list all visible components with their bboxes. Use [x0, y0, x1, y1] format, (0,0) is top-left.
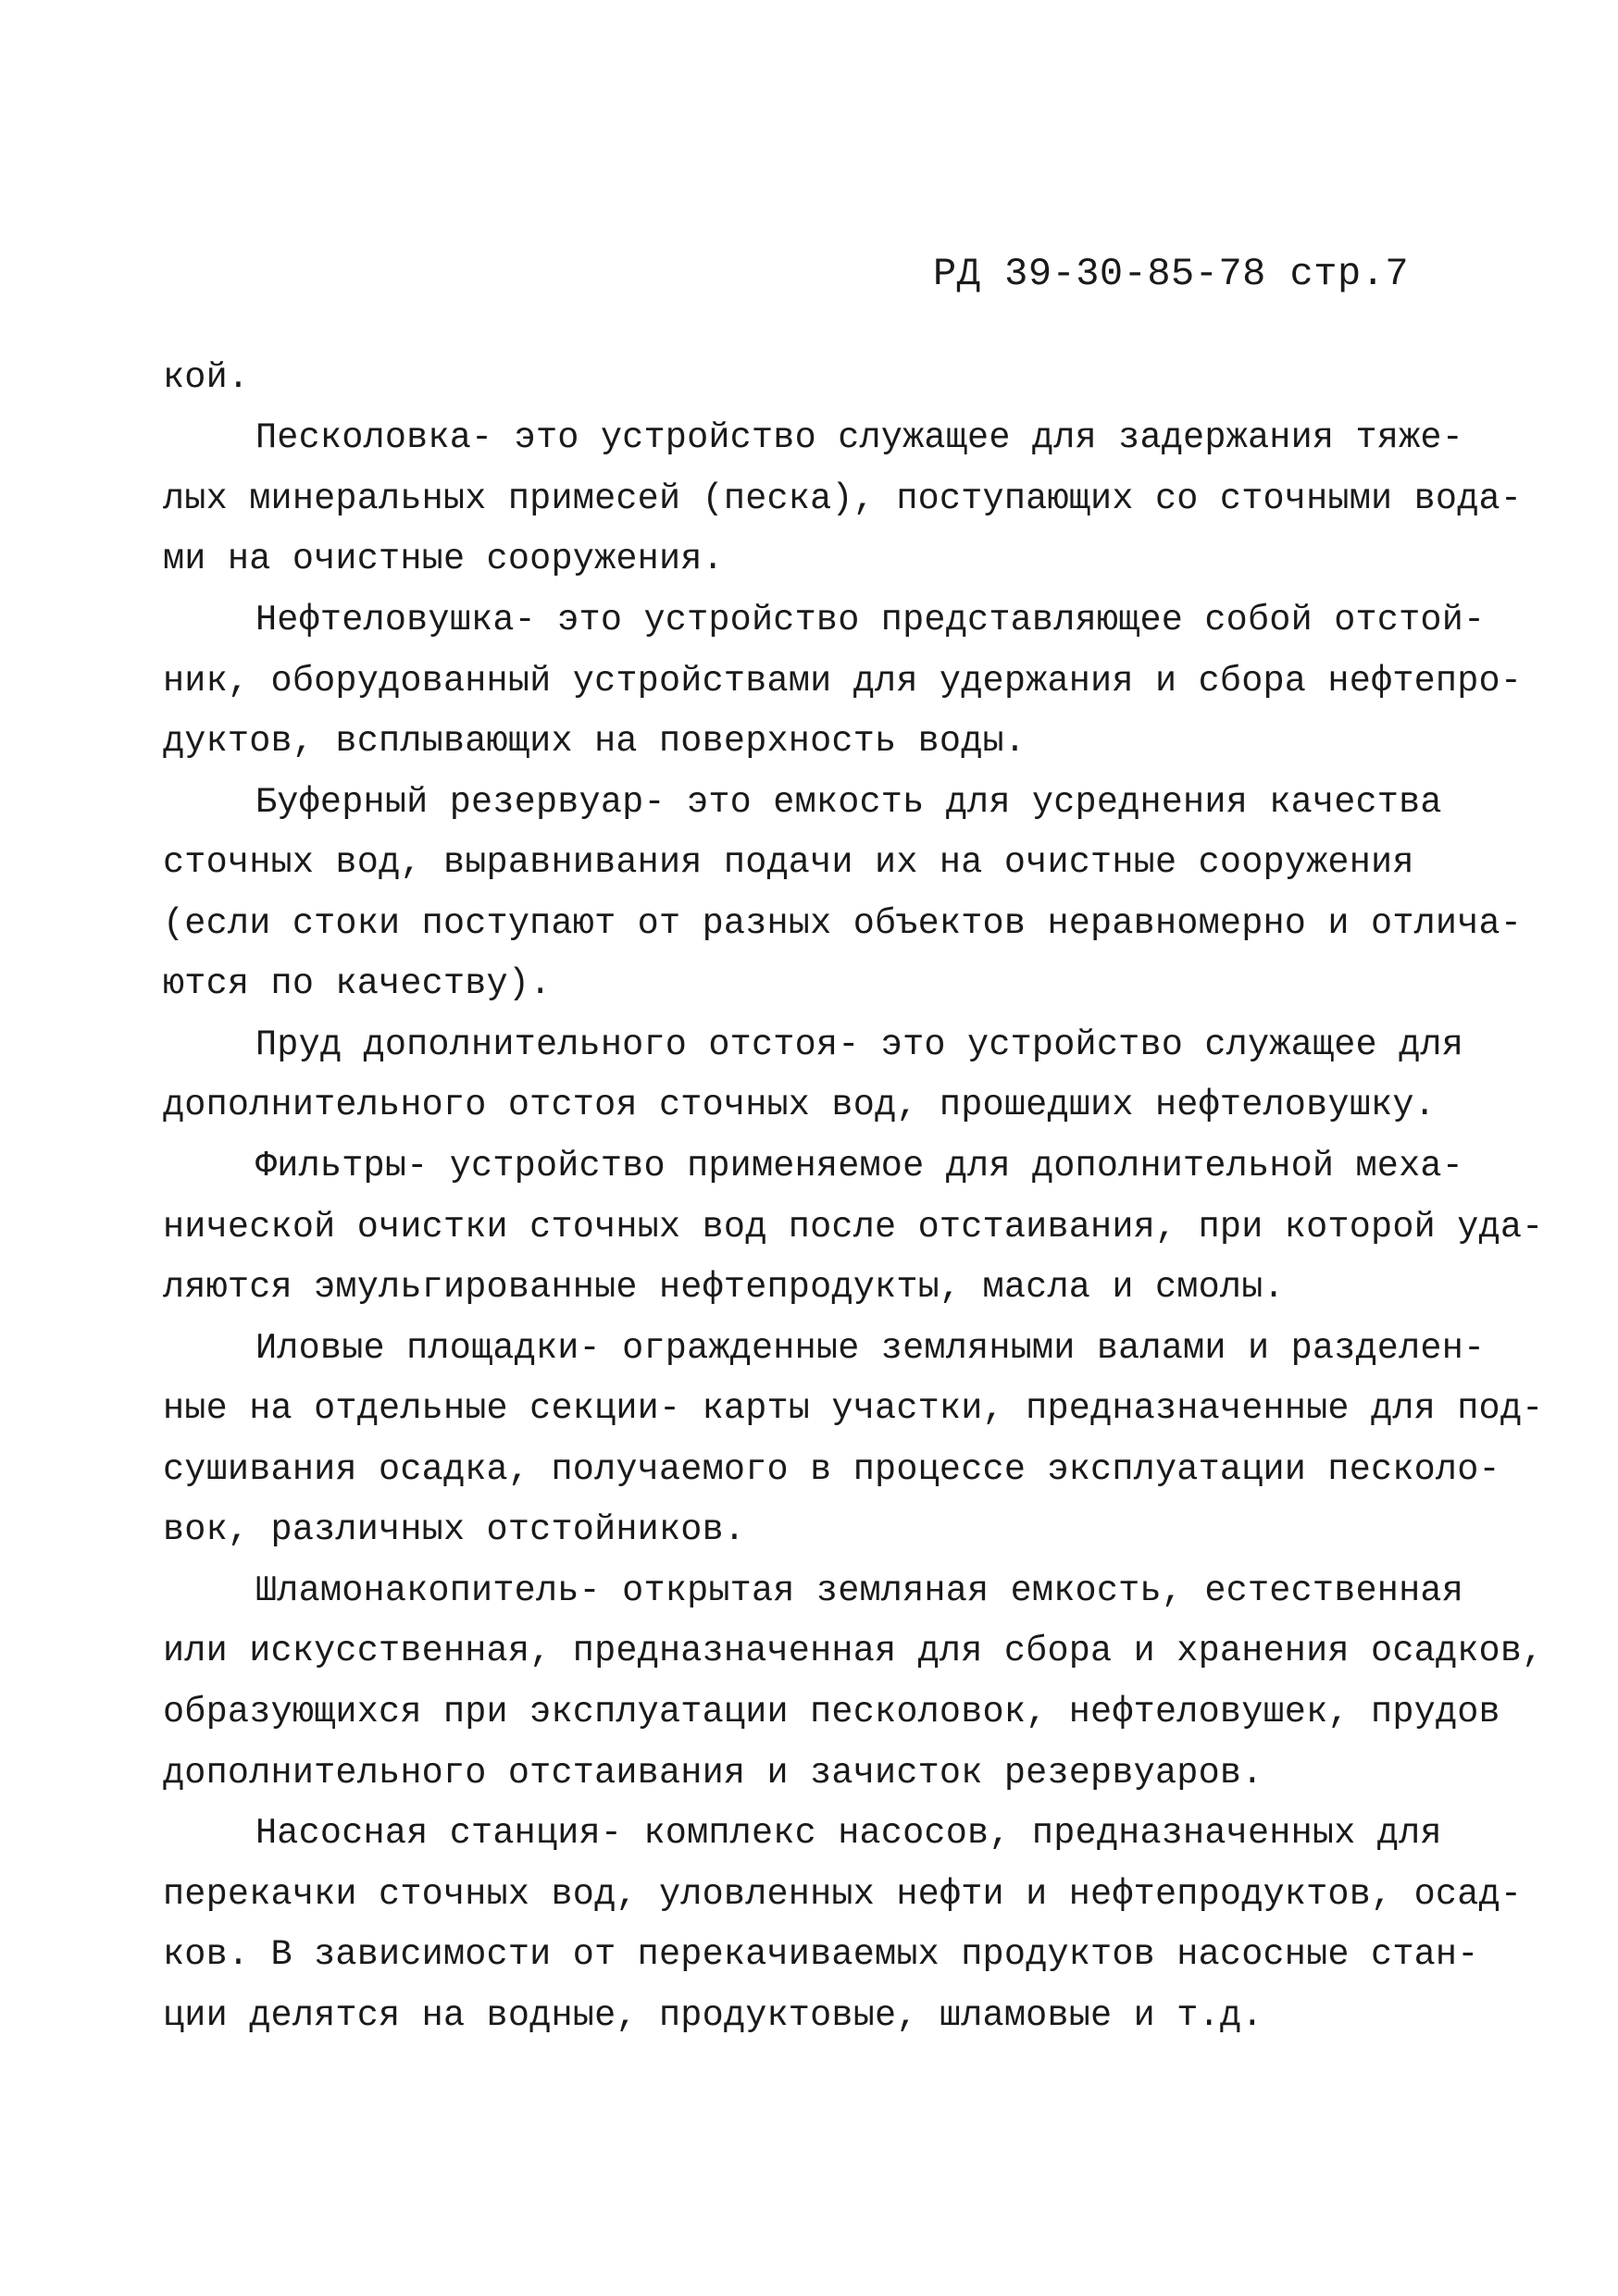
- paragraph-ilovye-line: вок, различных отстойников.: [163, 1509, 746, 1550]
- paragraph-prud-line: Пруд дополнительного отстоя- это устройство служащее для: [255, 1024, 1464, 1065]
- paragraph-filtry-line: Фильтры- устройство применяемое для дополнительной меха-: [255, 1146, 1464, 1186]
- paragraph-bufer-line: (если стоки поступают от разных объектов неравномерно и отлича-: [163, 903, 1523, 944]
- paragraph-shlamonakopitel-line: образующихся при эксплуатации песколовок, нефтеловушек, прудов: [163, 1692, 1500, 1732]
- paragraph-peskolovka-line: лых минеральных примесей (песка), поступающих со сточными вода-: [163, 478, 1523, 519]
- paragraph-nasosnaya-line: Насосная станция- комплекс насосов, предназначенных для: [255, 1813, 1442, 1854]
- paragraph-nefteloyushka-line: дуктов, всплывающих на поверхность воды.: [163, 721, 1027, 762]
- paragraph-peskolovka-line: Песколовка- это устройство служащее для задержания тяже-: [255, 417, 1464, 458]
- paragraph-shlamonakopitel-line: Шламонакопитель- открытая земляная емкость, естественная: [255, 1570, 1464, 1611]
- paragraph-nefteloyushka-line: Нефтеловушка- это устройство представляющее собой отстой-: [255, 600, 1486, 640]
- paragraph-ilovye-line: сушивания осадка, получаемого в процессе эксплуатации песколо-: [163, 1449, 1500, 1490]
- paragraph-shlamonakopitel-line: или искусственная, предназначенная для сбора и хранения осадков,: [163, 1631, 1544, 1671]
- paragraph-bufer-line: ются по качеству).: [163, 963, 552, 1004]
- paragraph-nasosnaya-line: ков. В зависимости от перекачиваемых продуктов насосные стан-: [163, 1934, 1479, 1975]
- paragraph-bufer-line: Буферный резервуар- это емкость для усреднения качества: [255, 782, 1442, 823]
- document-reference-header: РД 39-30-85-78 стр.7: [933, 252, 1410, 296]
- paragraph-nasosnaya-line: перекачки сточных вод, уловленных нефти и нефтепродуктов, осад-: [163, 1874, 1523, 1915]
- paragraph-nasosnaya-line: ции делятся на водные, продуктовые, шламовые и т.д.: [163, 1995, 1263, 2036]
- paragraph-filtry-line: нической очистки сточных вод после отстаивания, при которой уда-: [163, 1207, 1544, 1247]
- paragraph-prud-line: дополнительного отстоя сточных вод, прошедших нефтеловушку.: [163, 1085, 1436, 1125]
- paragraph-shlamonakopitel-line: дополнительного отстаивания и зачисток резервуаров.: [163, 1753, 1263, 1793]
- paragraph-ilovye-line: ные на отдельные секции- карты участки, предназначенные для под-: [163, 1388, 1544, 1429]
- paragraph-nefteloyushka-line: ник, оборудованный устройствами для удержания и сбора нефтепро-: [163, 661, 1523, 701]
- text-line: кой.: [163, 357, 250, 398]
- paragraph-ilovye-line: Иловые площадки- огражденные земляными валами и разделен-: [255, 1328, 1486, 1369]
- paragraph-filtry-line: ляются эмульгированные нефтепродукты, масла и смолы.: [163, 1267, 1285, 1308]
- paragraph-bufer-line: сточных вод, выравнивания подачи их на очистные сооружения: [163, 842, 1414, 883]
- paragraph-peskolovka-line: ми на очистные сооружения.: [163, 539, 724, 579]
